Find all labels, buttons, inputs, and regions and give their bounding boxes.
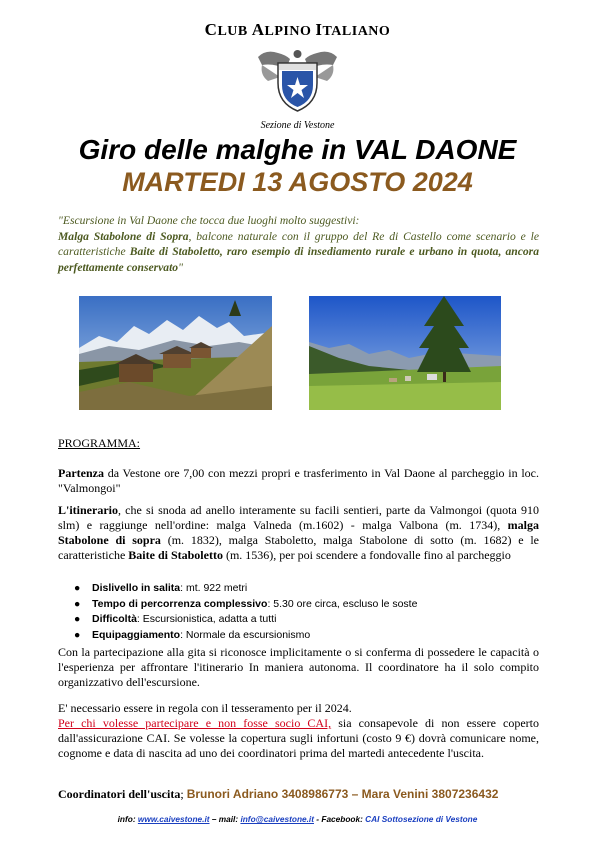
participation-paragraph: Con la partecipazione alla gita si riconosce implicitamente o si conferma di possedere le capacità o l'esperienza per affrontare l'itinerario In maniera autonoma. Il coordinatore ha il solo compito organizzativo dell'escursione. — [58, 645, 539, 689]
list-item: ● Dislivello in salita: mt. 922 metri — [74, 582, 248, 594]
list-item: ● Tempo di percorrenza complessivo: 5.30 ore circa, escluso le soste — [74, 597, 418, 610]
departure-paragraph: Partenza da Vestone ore 7,00 con mezzi propri e trasferimento in Val Daone al parcheggio in loc. "Valmongoi" — [58, 466, 539, 495]
details-list — [74, 581, 534, 643]
program-heading: PROGRAMMA: — [58, 436, 141, 450]
mountain-huts-photo — [79, 296, 272, 410]
mountain-meadow-photo — [309, 296, 501, 410]
coordinators: Coordinatori dell'uscita; Brunori Adriano 3408986773 – Mara Venini 3807236432 — [58, 787, 499, 801]
membership-paragraph: E' necessario essere in regola con il tesseramento per il 2024. Per chi volesse partecipare e non fosse socio CAI, sia consapevole di non essere coperto dall'assicurazione CAI. Se volesse la copertura sugli infortuni (costo 9 €) dovrà comunicare nome, cognome e data di nascita ad uno dei coordinatori prima del martedi antecedente l'uscita. — [58, 701, 539, 760]
list-item: ● Equipaggiamento: Normale da escursionismo — [74, 628, 311, 641]
club-name: CLUB ALPINO ITALIANO — [204, 20, 391, 39]
intro-quote: "Escursione in Val Daone che tocca due luoghi molto suggestivi: Malga Stabolone di Sopra, balcone naturale con il gruppo del Re di Castello come scenario e le caratteristiche Baite di Staboletto, raro esempio di insediamento rurale e urbano in quota, ancora perfettamente conservato" — [58, 214, 540, 274]
event-date: MARTEDI 13 AGOSTO 2024 — [122, 167, 473, 197]
email-link[interactable]: info@caivestone.it — [240, 814, 314, 824]
website-link[interactable]: www.caivestone.it — [137, 814, 210, 824]
cai-logo-icon — [256, 47, 339, 115]
list-item: ● Difficoltà: Escursionistica, adatta a tutti — [74, 613, 277, 625]
section-name: Sezione di Vestone — [260, 120, 335, 131]
itinerary-paragraph: L'itinerario, che si snoda ad anello interamente su facili sentieri, parte da Valmongoi (quota 910 slm) e raggiunge nell'ordine: malga Valneda (m.1602) - malga Valbona (m. 1734), malga Stabolone di sopra (m. 1832), malga Staboletto, malga Stabolone di sotto (m. 1682) e le caratteristiche Baite di Staboletto (m. 1536), per poi scendere a fondovalle fino al parcheggio — [58, 503, 540, 562]
non-member-link: Per chi volesse partecipare e non fosse socio CAI, — [58, 716, 332, 730]
facebook-link[interactable]: CAI Sottosezione di Vestone — [365, 814, 478, 824]
event-title: Giro delle malghe in VAL DAONE — [78, 134, 517, 165]
footer-contacts: info: www.caivestone.it – mail: info@caivestone.it - Facebook: CAI Sottosezione di Vestone — [117, 814, 478, 824]
